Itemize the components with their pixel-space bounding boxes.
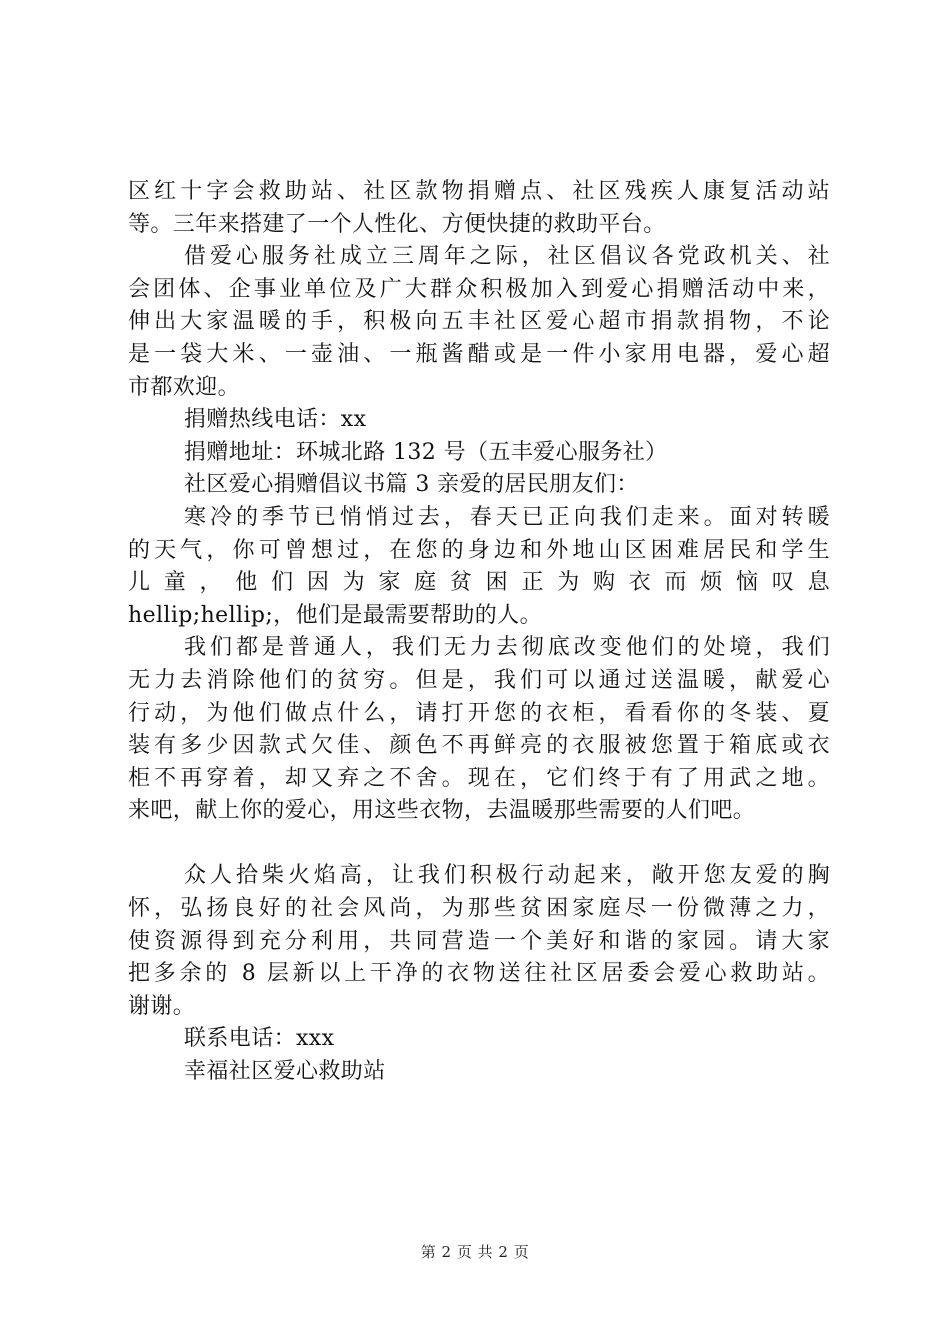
- text-line: 柜不再穿着，却又弃之不舍。现在，它们终于有了用武之地。: [128, 765, 830, 791]
- text-line: 儿童，他们因为家庭贫困正为购衣而烦恼叹息: [128, 570, 830, 596]
- text-line: 寒冷的季节已悄悄过去，春天已正向我们走来。面对转暖: [184, 504, 830, 530]
- text-line: 谢谢。: [128, 993, 196, 1019]
- text-line: hellip;hellip;，他们是最需要帮助的人。: [128, 602, 542, 628]
- text-line: 把多余的 8 层新以上干净的衣物送往社区居委会爱心救助站。: [128, 961, 830, 987]
- text-line: 众人拾柴火焰高，让我们积极行动起来，敞开您友爱的胸: [184, 863, 830, 889]
- document-body: [128, 176, 830, 1089]
- text-line: 来吧，献上你的爱心，用这些衣物，去温暖那些需要的人们吧。: [128, 798, 756, 824]
- text-line: 联系电话：xxx: [184, 1026, 335, 1052]
- text-line: 无力去消除他们的贫穷。但是，我们可以通过送温暖，献爱心: [128, 667, 830, 693]
- text-line: 借爱心服务社成立三周年之际，社区倡议各党政机关、社: [184, 244, 830, 270]
- text-line: 等。三年来搭建了一个人性化、方便快捷的救助平台。: [128, 211, 666, 237]
- text-line: 我们都是普通人，我们无力去彻底改变他们的处境，我们: [184, 635, 830, 661]
- text-line: 的天气，你可曾想过，在您的身边和外地山区困难居民和学生: [128, 537, 830, 563]
- page-footer: 第 2 页 共 2 页: [420, 1243, 530, 1261]
- text-line: 装有多少因款式欠佳、颜色不再鲜亮的衣服被您置于箱底或衣: [128, 733, 830, 759]
- text-line: 幸福社区爱心救助站: [184, 1059, 386, 1085]
- text-line: 是一袋大米、一壶油、一瓶酱醋或是一件小家用电器，爱心超: [128, 341, 830, 367]
- text-line: 会团体、企事业单位及广大群众积极加入到爱心捐赠活动中来，: [128, 276, 830, 302]
- text-line: 区红十字会救助站、社区款物捐赠点、社区残疾人康复活动站: [128, 179, 830, 204]
- blank-line: [128, 828, 830, 861]
- text-line: 使资源得到充分利用，共同营造一个美好和谐的家园。请大家: [128, 928, 830, 954]
- text-line: 市都欢迎。: [128, 374, 241, 400]
- text-line: 捐赠热线电话：xx: [184, 407, 367, 433]
- text-line: 社区爱心捐赠倡议书篇 3 亲爱的居民朋友们：: [184, 472, 639, 498]
- text-line: 怀，弘扬良好的社会风尚，为那些贫困家庭尽一份微薄之力，: [128, 896, 830, 922]
- text-line: 行动，为他们做点什么，请打开您的衣柜，看看你的冬装、夏: [128, 700, 830, 726]
- text-line: 捐赠地址：环城北路 132 号（五丰爱心服务社）: [184, 439, 668, 465]
- text-line: 伸出大家温暖的手，积极向五丰社区爱心超市捐款捐物，不论: [128, 309, 830, 335]
